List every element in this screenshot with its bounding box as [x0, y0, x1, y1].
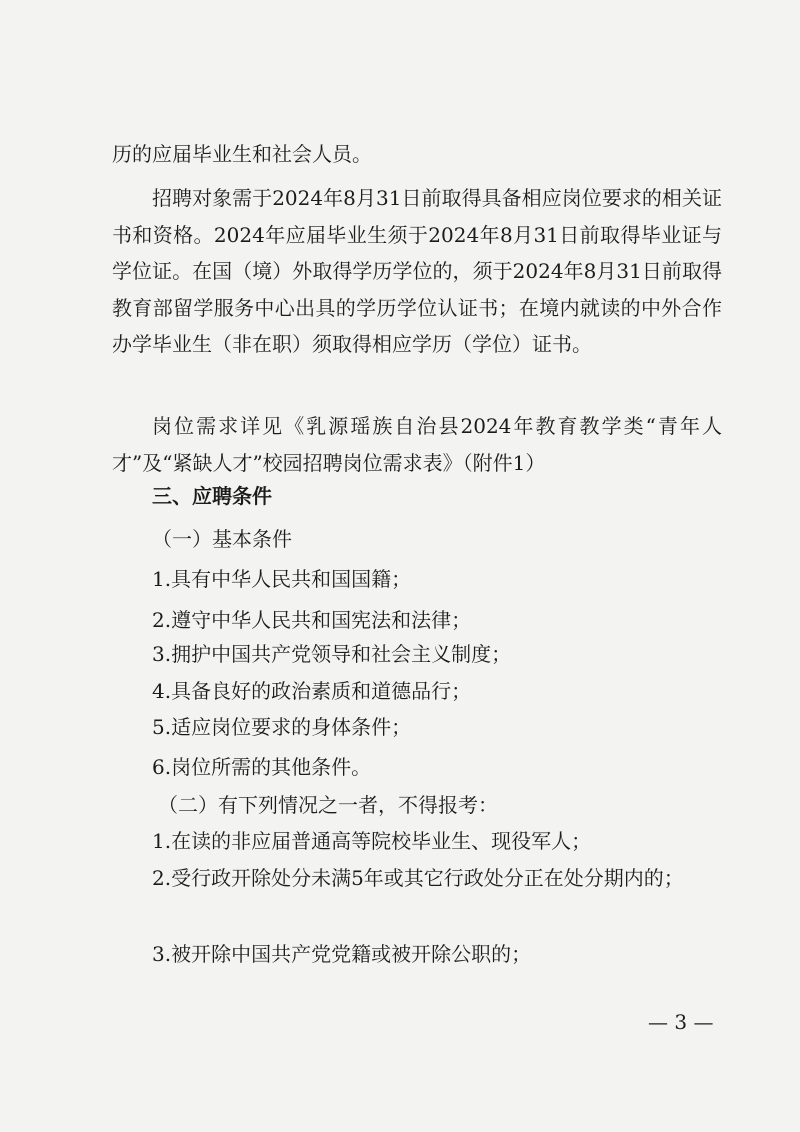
paragraph-position-requirements: 岗位需求详见《乳源瑶族自治县2024年教育教学类“青年人才”及“紧缺人才”校园招聘岗位需求表》（附件1） — [112, 414, 722, 475]
section-heading: 三、应聘条件 — [152, 484, 272, 508]
paragraph-continuation: 历的应届毕业生和社会人员。 — [112, 142, 372, 166]
list-item: 3.拥护中国共产党领导和社会主义制度； — [152, 642, 512, 666]
list-item: 1.在读的非应届普通高等院校毕业生、现役军人； — [152, 829, 592, 853]
excluded-conditions-title: （二）有下列情况之一者，不得报考： — [158, 793, 498, 817]
list-item: 2.遵守中华人民共和国宪法和法律； — [152, 608, 472, 632]
paragraph-recruitment-target: 招聘对象需于2024年8月31日前取得具备相应岗位要求的相关证书和资格。2024年应届毕业生须于2024年8月31日前取得毕业证与学位证。在国（境）外取得学历学位的，须于2024年8月31日前取得教育部留学服务中心出具的学历学位认证书；在境内就读的中外合作办学毕业生（非在职）须取得相应学历（学位）证书。 — [112, 186, 722, 357]
page-number: — 3 — — [648, 1010, 714, 1034]
list-item: 1.具有中华人民共和国国籍； — [152, 567, 412, 591]
list-item: 5.适应岗位要求的身体条件； — [152, 715, 412, 739]
list-item: 2.受行政开除处分未满5年或其它行政处分正在处分期内的； — [152, 866, 684, 890]
list-item: 4.具备良好的政治素质和道德品行； — [152, 679, 472, 703]
list-item: 3.被开除中国共产党党籍或被开除公职的； — [152, 942, 532, 966]
list-item: 6.岗位所需的其他条件。 — [152, 755, 372, 779]
basic-conditions-title: （一）基本条件 — [152, 527, 292, 551]
